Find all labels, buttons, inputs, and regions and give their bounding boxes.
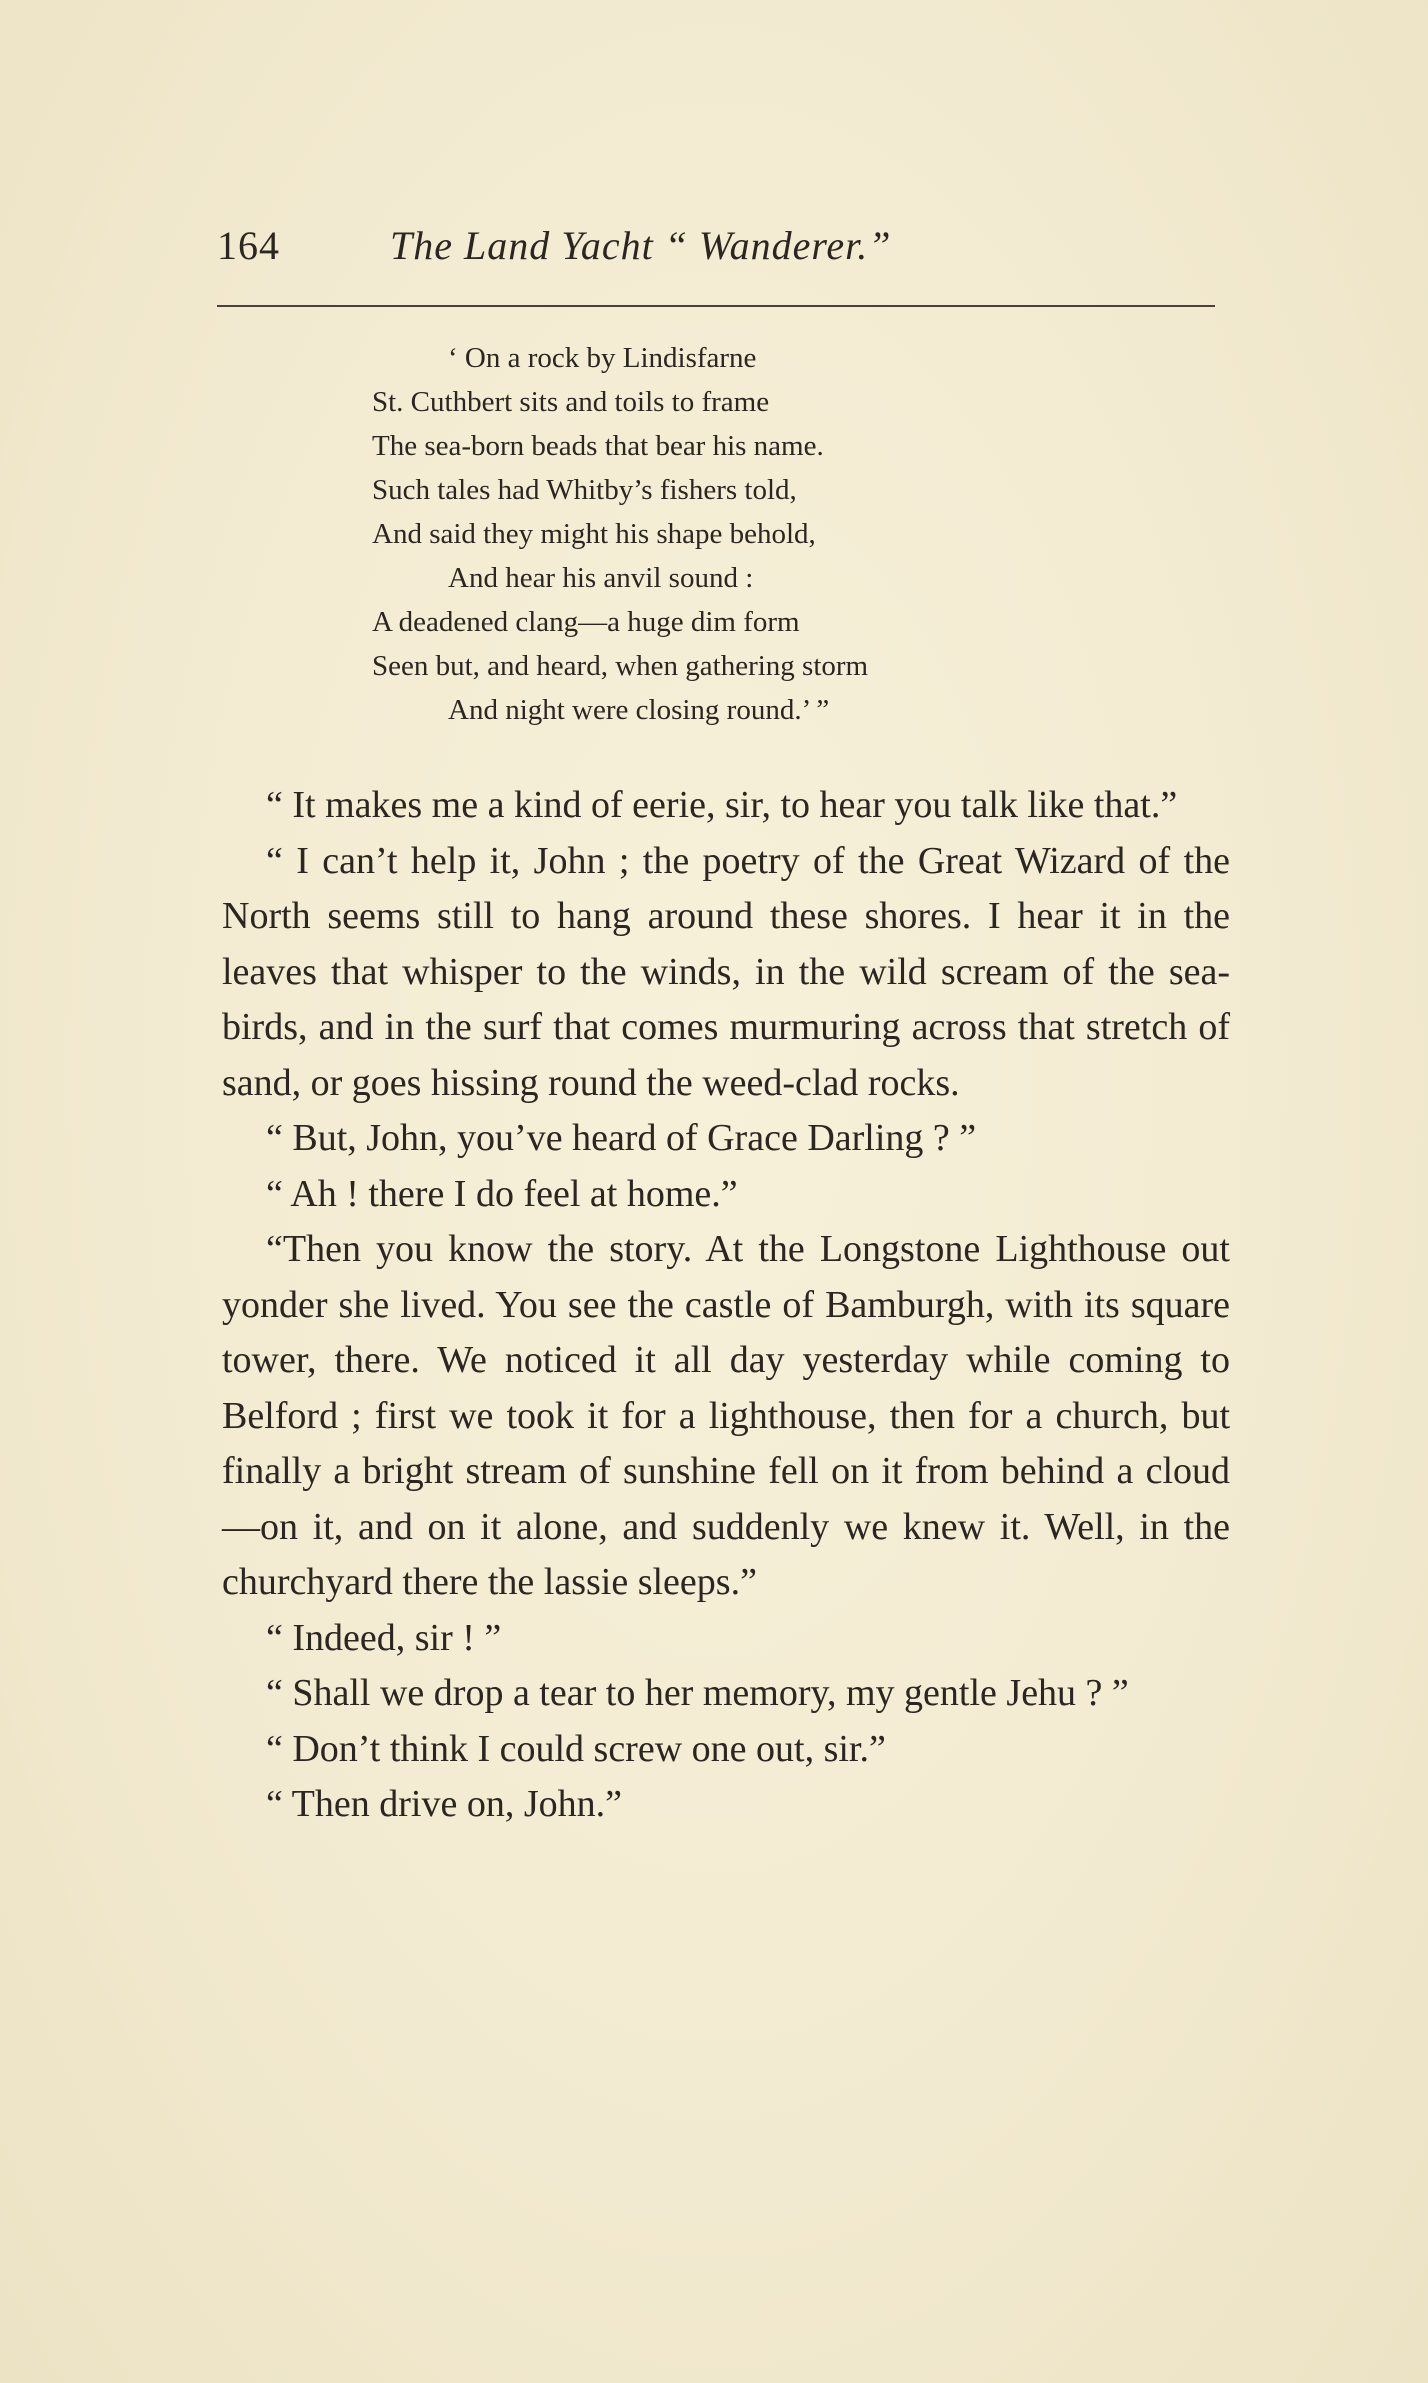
paragraph: “ But, John, you’ve heard of Grace Darling ? ” [266,1117,977,1159]
verse-line: And hear his anvil sound : [448,562,754,594]
paragraph: “ Don’t think I could screw one out, sir.” [266,1727,886,1770]
page-number: 164 [217,223,280,268]
verse-line: Seen but, and heard, when gathering storm [372,650,869,682]
page-header [217,222,1217,282]
paragraph: “ I can’t help it, John ; the poetry of the Great Wizard of the North seems still to hang around these shores. I hear it in the leaves that whisper to the winds, in the wild scream of the sea-birds, and in the surf that comes murmuring across that stretch of sand, or goes hissing round the weed-clad rocks. [222,839,1230,1104]
verse-line: And night were closing round.’ ” [448,694,830,726]
verse-line: And said they might his shape behold, [372,518,816,550]
paragraph: “ Indeed, sir ! ” [266,1616,502,1659]
running-title: The Land Yacht “ Wanderer.” [390,223,892,268]
paragraph: “ It makes me a kind of eerie, sir, to hear you talk like that.” [266,784,1178,826]
header-rule [217,305,1215,307]
paragraph: “ Ah ! there I do feel at home.” [266,1172,738,1215]
verse-line: A deadened clang—a huge dim form [372,606,800,638]
verse-line: The sea-born beads that bear his name. [372,430,824,462]
verse-line: ‘ On a rock by Lindisfarne [448,342,757,374]
verse-line: St. Cuthbert sits and toils to frame [372,386,770,418]
verse-quotation [372,336,1092,732]
paragraph: “ Shall we drop a tear to her memory, my gentle Jehu ? ” [266,1672,1129,1714]
verse-line: Such tales had Whitby’s fishers told, [372,474,797,506]
paragraph: “Then you know the story. At the Longstone Lighthouse out yonder she lived. You see the castle of Bamburgh, with its square tower, there. We noticed it all day yesterday while coming to Belford ; first we took it for a lighthouse, then for a church, but finally a bright stream of sunshine fell on it from behind a cloud—on it, and on it alone, and suddenly we knew it. Well, in the churchyard there the lassie sleeps.” [222,1228,1230,1603]
body-text [222,778,1230,1833]
paragraph: “ Then drive on, John.” [266,1783,622,1825]
